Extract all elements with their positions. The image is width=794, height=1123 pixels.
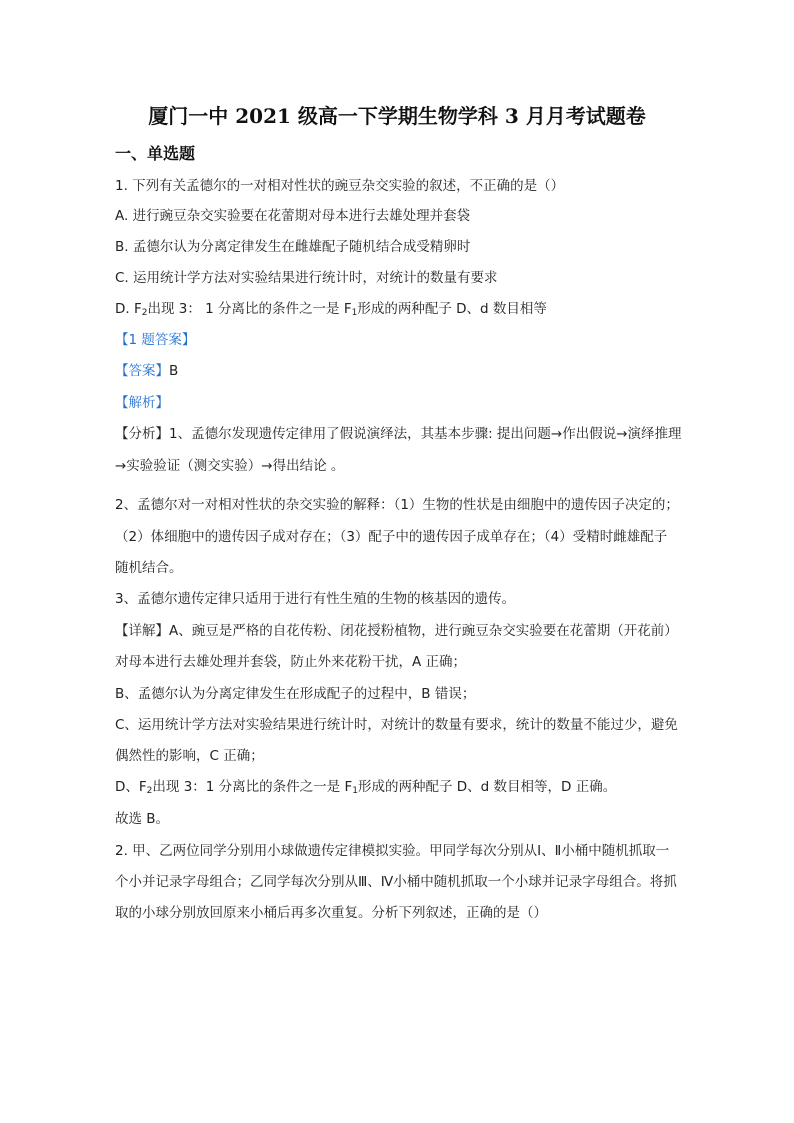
option-d-middle: 出现 3： 1 分离比的条件之一是 F bbox=[147, 301, 352, 317]
option-d-sub1: 2 bbox=[141, 308, 148, 318]
detail-d-prefix: D、F bbox=[115, 779, 147, 795]
detail-c-line2: 偶然性的影响，C 正确； bbox=[115, 748, 264, 764]
question-1-stem: 1. 下列有关孟德尔的一对相对性状的豌豆杂交实验的叙述，不正确的是（） bbox=[115, 178, 565, 194]
answer-line bbox=[115, 361, 715, 381]
option-d-suffix: 形成的两种配子 D、d 数目相等 bbox=[357, 301, 547, 317]
question-1-option-c: C. 运用统计学方法对实验结果进行统计时，对统计的数量有要求 bbox=[115, 270, 498, 286]
detail-d-suffix: 形成的两种配子 D、d 数目相等，D 正确。 bbox=[357, 779, 617, 795]
detail-a-line2: 对母本进行去雄处理并套袋，防止外来花粉干扰，A 正确； bbox=[115, 654, 467, 670]
question-2-line3: 取的小球分别放回原来小桶后再多次重复。分析下列叙述，正确的是（） bbox=[115, 905, 547, 921]
answer-section-tag: 【1 题答案】 bbox=[115, 332, 196, 348]
detail-d-middle: 出现 3：1 分离比的条件之一是 F bbox=[152, 779, 353, 795]
detail-c-line1: C、运用统计学方法对实验结果进行统计时，对统计的数量有要求，统计的数量不能过少，避免 bbox=[115, 717, 678, 733]
analysis-p1-line2: →实验验证（测交实验）→得出结论 。 bbox=[115, 458, 345, 474]
question-2-line1: 2. 甲、乙两位同学分别用小球做遗传定律模拟实验。甲同学每次分别从Ⅰ、Ⅱ小桶中随机抓取一 bbox=[115, 843, 670, 859]
answer-value: B bbox=[169, 363, 179, 379]
analysis-p3: 3、孟德尔遗传定律只适用于进行有性生殖的生物的核基因的遗传。 bbox=[115, 591, 516, 607]
page-title: 厦门一中 2021 级高一下学期生物学科 3 月月考试题卷 bbox=[148, 104, 646, 128]
analysis-p2-line2: （2）体细胞中的遗传因子成对存在；（3）配子中的遗传因子成单存在；（4）受精时雌雄配子 bbox=[115, 529, 668, 545]
question-1-option-a: A. 进行豌豆杂交实验要在花蕾期对母本进行去雄处理并套袋 bbox=[115, 208, 471, 224]
detail-d-sub2: 1 bbox=[352, 786, 358, 796]
analysis-p1-line1: 【分析】1、孟德尔发现遗传定律用了假说演绎法，其基本步骤: 提出问题→作出假说→演绎推理 bbox=[115, 426, 682, 442]
question-1-option-b: B. 孟德尔认为分离定律发生在雌雄配子随机结合成受精卵时 bbox=[115, 239, 471, 255]
detail-b: B、孟德尔认为分离定律发生在形成配子的过程中，B 错误； bbox=[115, 686, 476, 702]
detail-a-line1: 【详解】A、豌豆是严格的自花传粉、闭花授粉植物，进行豌豆杂交实验要在花蕾期（开花前） bbox=[115, 623, 678, 639]
answer-tag: 【答案】 bbox=[115, 363, 169, 379]
option-d-sub2: 1 bbox=[351, 308, 358, 318]
question-2-line2: 个小并记录字母组合；乙同学每次分别从Ⅲ、Ⅳ小桶中随机抓取一个小球并记录字母组合。将抓 bbox=[115, 874, 677, 890]
question-1-option-d bbox=[115, 299, 715, 319]
option-d-prefix: D. F bbox=[115, 301, 142, 317]
section-heading: 一、单选题 bbox=[115, 144, 196, 163]
detail-d bbox=[115, 777, 715, 797]
analysis-p2-line1: 2、孟德尔对一对相对性状的杂交实验的解释：（1）生物的性状是由细胞中的遗传因子决定的； bbox=[115, 497, 679, 513]
analysis-p2-line3: 随机结合。 bbox=[115, 560, 183, 576]
conclusion: 故选 B。 bbox=[115, 811, 170, 827]
detail-d-sub1: 2 bbox=[146, 786, 153, 796]
analysis-tag: 【解析】 bbox=[115, 395, 169, 411]
